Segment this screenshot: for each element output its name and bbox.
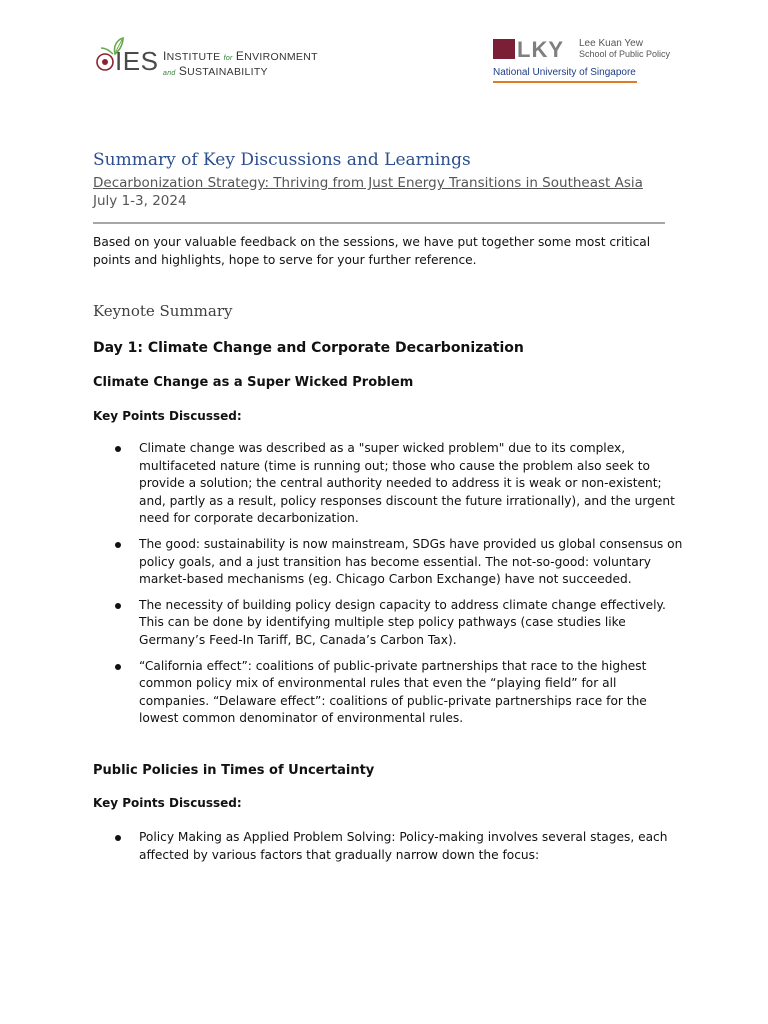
lky-name-line1: Lee Kuan Yew [579,38,643,49]
bullet-list [93,829,683,872]
topic-heading: Public Policies in Times of Uncertainty [93,763,375,778]
section-heading: Keynote Summary [93,302,233,320]
document-date: July 1-3, 2024 [93,193,187,209]
title-divider [93,222,665,224]
ies-letter-e: E [235,49,245,63]
bullet-text: The good: sustainability is now mainstream, SDGs have provided us global consensus on policy goals, and a just transition has become essential. The not-so-good: voluntary market-based mechanisms (eg. Chicago Carbon Exchange) have not succeeded. [139,536,683,587]
nus-underline [493,81,637,83]
ies-word-for: for [223,55,233,62]
list-item [93,597,683,650]
ies-word-institute: NSTITUTE [166,51,221,63]
lky-name-line2: School of Public Policy [579,49,671,59]
ies-word-sustainability: USTAINABILITY [187,66,268,78]
bullet-icon [115,446,121,452]
ies-letter-i: I [163,49,167,63]
bullet-icon [115,542,121,548]
bullet-icon [115,603,121,609]
ies-word-and: and [163,70,176,77]
document-subtitle: Decarbonization Strategy: Thriving from Just Energy Transitions in Southeast Asia [93,175,643,191]
ies-institute-name [163,50,318,80]
key-points-label: Key Points Discussed: [93,796,242,810]
list-item [93,440,683,528]
lky-square-icon [493,39,515,59]
lky-letters: LKY [517,37,564,62]
bullet-icon [115,664,121,670]
lky-logo [493,38,683,86]
list-item [93,536,683,589]
ies-logo [93,34,318,82]
document-title: Summary of Key Discussions and Learnings [93,150,471,170]
bullet-list [93,440,683,736]
ies-letter-s: S [178,64,188,78]
bullet-icon [115,835,121,841]
ies-letters: IES [115,46,159,76]
list-item [93,658,683,728]
nus-name: National University of Singapore [493,67,636,78]
day-heading: Day 1: Climate Change and Corporate Decarbonization [93,340,524,356]
list-item [93,829,683,864]
bullet-text: Climate change was described as a "super wicked problem" due to its complex, multifaceted nature (time is running out; those who cause the problem also seek to provide a solution; the central authority needed to address it is weak or non-existent; and, partly as a result, policy responses discount the future irrationally), and the urgent need for corporate decarbonization. [139,441,675,526]
topic-heading: Climate Change as a Super Wicked Problem [93,375,414,390]
intro-paragraph: Based on your valuable feedback on the sessions, we have put together some most critical points and highlights, hope to serve for your further reference. [93,235,651,267]
key-points-label: Key Points Discussed: [93,409,242,423]
ies-word-environment: NVIRONMENT [244,51,318,63]
lky-school-name [579,38,670,60]
bullet-text: The necessity of building policy design capacity to address climate change effectively. This can be done by identifying multiple step policy pathways (case studies like Germany’s Feed-In Tariff, BC, Canada’s Carbon Tax). [139,597,666,647]
bullet-text: “California effect”: coalitions of public-private partnerships that race to the highest common policy mix of environmental rules that even the “playing field” for all companies. “Delaware effect”: coalitions of public-private partnerships race for the lowest common denominator of environmental rules. [139,658,647,726]
bullet-text: Policy Making as Applied Problem Solving: Policy-making involves several stages, each affected by various factors that gradually narrow down the focus: [139,830,668,862]
